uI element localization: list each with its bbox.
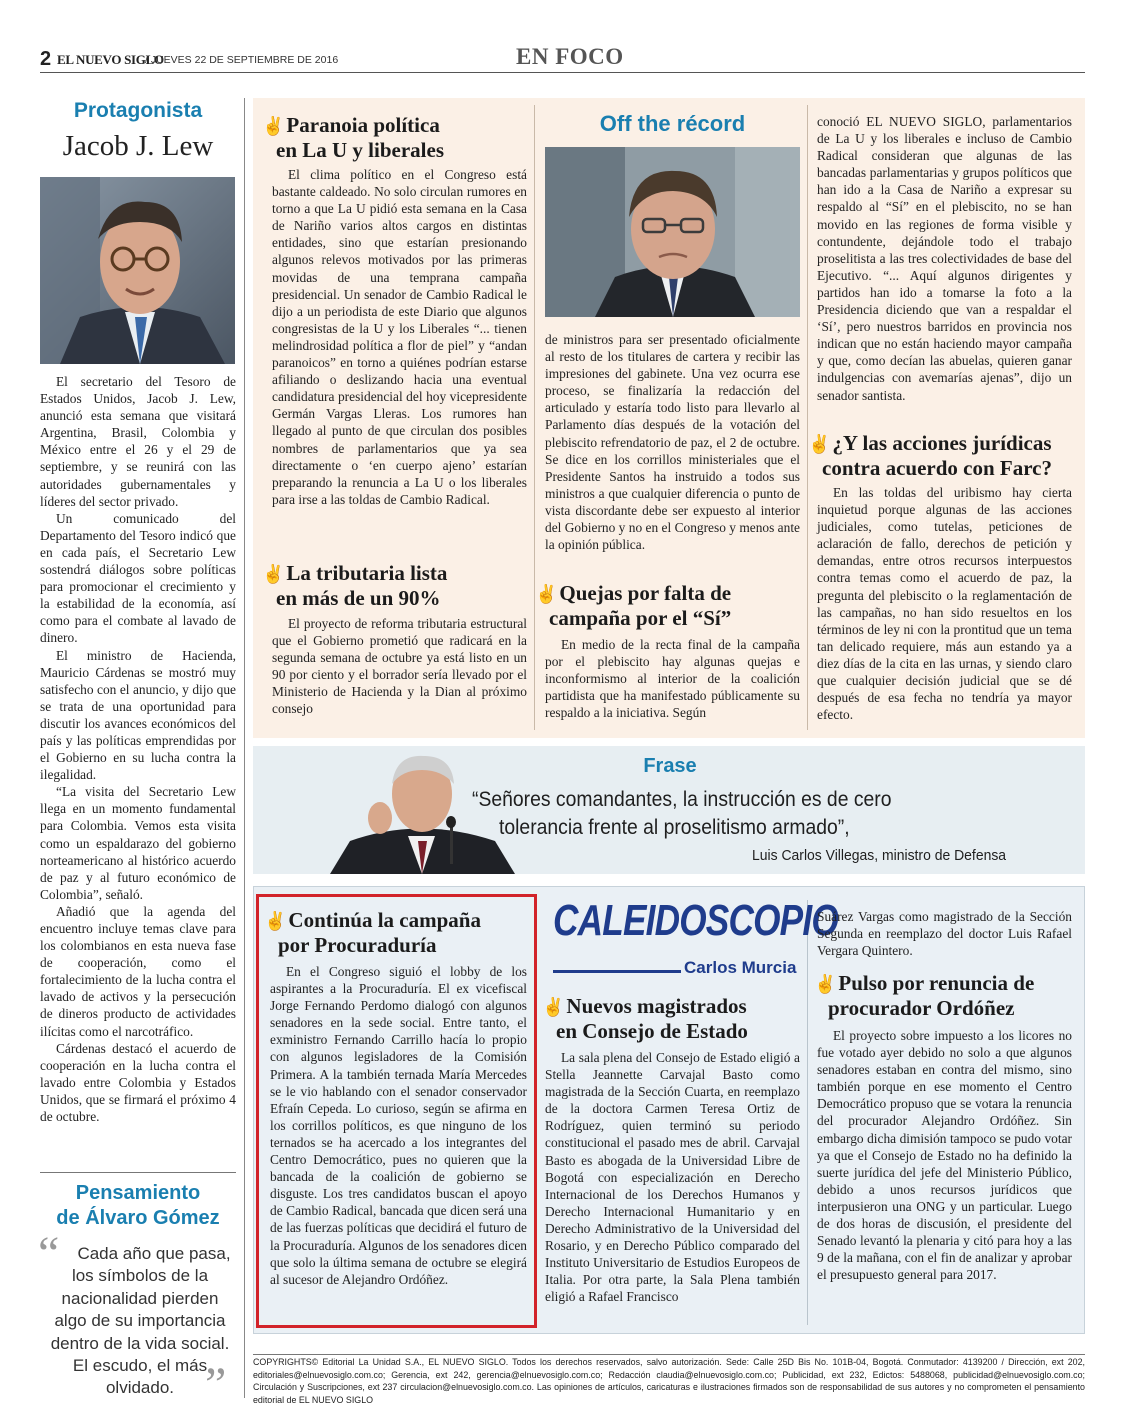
protagonista-paragraph: Un comunicado del Departamento del Tesoro indicó que en cada país, el Secretario Lew sostendrá diálogos sobre políticas para promocionar el crecimiento y la estabilidad de la economía, así como para el combate al lavado de dinero.	[40, 510, 236, 646]
pensamiento-label	[40, 1181, 236, 1231]
portrait-jacob-lew	[40, 177, 235, 364]
photo-illustration	[545, 147, 800, 317]
header-rule	[40, 72, 1085, 73]
frase-author: Luis Carlos Villegas, ministro de Defensa	[752, 847, 1007, 864]
paper-name: EL NUEVO SIGLO	[57, 52, 164, 67]
article-body: En medio de la recta final de la campaña por el plebiscito hay algunas quejas e inconformismo al interior de la coalición partidista que ha manifestado públicamente su respaldo a la iniciativa. Según	[545, 637, 800, 721]
victory-hand-icon: ✌	[535, 584, 558, 604]
frase-quote-line1: “Señores comandantes, la instrucción es de cero	[472, 787, 892, 811]
victory-hand-icon: ✌	[262, 564, 285, 584]
article-continuation: conoció EL NUEVO SIGLO, parlamentarios de La U y los liberales e incluso de Cambio Radical consideran que algunas de las bancadas parlamentarias y grupos políticos que han ido a la Casa de Nariño a expresar su respaldo al “Sí” en el plebiscito, no se han movido en las regiones de forma visible y contundente, dejándole todo el trabajo proselitista a las tres colectividades de base del Ejecutivo. “... Aquí algunos dirigentes y partidos han ido a tomarse la foto a la Presidencia diciendo que van a respaldar el ‘Sí’, pero nuestros barridos en provincia nos indican que no están haciendo mayor campaña y que, como decían las abuelas, quieren ganar indulgencias con avemarías ajenas”, dijo un senador santista.	[817, 114, 1072, 403]
frase-quote-line2: tolerancia frente al proselitismo armado”,	[499, 815, 850, 839]
article-body: El proyecto de reforma tributaria estructural que el Gobierno prometió que radicará en la segunda semana de octubre ya está listo en un 90 por ciento y el borrador sería llevado por el Ministerio de Hacienda y la Dian al próximo consejo	[272, 616, 527, 717]
article-body: En las toldas del uribismo hay cierta inquietud porque algunas de las acciones judiciales, como tutelas, peticiones de aclaración de fallo, derechos de petición y demandas, entre otros recursos interpuestos contra temas como el acuerdo de paz, la pregunta del plebiscito o la reglamentación de las campañas, no han sido resueltos en los términos de ley ni con la prontitud que un tema tan delicado requiere, más aun estando ya a diez días de la cita en las urnas, y siendo claro que cualquier decisión judicial que se dé después de esa fecha no tendría ya mayor efecto.	[817, 485, 1072, 723]
pensamiento-label-line1: Pensamiento	[75, 1182, 201, 1204]
victory-hand-icon: ✌	[262, 116, 285, 136]
victory-hand-icon: ✌	[542, 997, 565, 1017]
caleidoscopio-author: Carlos Murcia	[684, 958, 797, 977]
caleidoscopio-col-divider	[807, 900, 808, 1325]
article-continuation: de ministros para ser presentado oficialmente al resto de los titulares de cartera y recibir las impresiones del gabinete. Una vez ocurra ese proceso, se finalizaría la redacción del articulado y estaría todo listo para llevarlo al Parlamento días después de la votación del plebiscito refrendatorio de paz, el 2 de octubre. Se dice en los corrillos ministeriales que el Presidente Santos ha instruido a todos sus ministros a que cualquier diferencia o punto de vista discordante debe ser expuesto al interior del Gobierno y no en el Congreso y menos ante la opinión pública.	[545, 332, 800, 553]
open-quote-icon: “	[38, 1227, 60, 1280]
pensamiento-quote: Cada año que pasa, los símbolos de la nacionalidad pierden algo de su importancia dentro de la vida social. El escudo, el más olvidado.	[50, 1244, 231, 1398]
article-title: ✌Paranoia política en La U y liberales	[262, 113, 444, 162]
article-title: ✌¿Y las acciones jurídicas contra acuerdo con Farc?	[808, 431, 1052, 480]
protagonista-paragraph: El ministro de Hacienda, Mauricio Cárdenas se mostró muy satisfecho con el anuncio, y dijo que se trata de una oportunidad para discutir los avances económicos del país y las políticas emprendidas por el Gobierno en su lucha contra la ilegalidad.	[40, 647, 236, 783]
article-body: La sala plena del Consejo de Estado eligió a Stella Jeannette Carvajal Basto como magistrada de la Sección Cuarta, en reemplazo de la doctora Carmen Teresa Ortiz de Rodríguez, quien terminó su periodo constitucional el pasado mes de abril. Carvajal Basto es abogada de la Universidad Libre de Bogotá con especialización en Derecho Internacional de los Derechos Humanos y Derecho Internacional Humanitario y en Derecho Administrativo de la Universidad del Rosario, y en Derecho Público comparado del Instituto Universitario de Estudios Europeos de Italia. Por otra parte, la Sala Plena también eligió a Rafael Francisco	[545, 1050, 800, 1305]
footer-rule	[253, 1354, 1085, 1355]
protagonista-paragraph: “La visita del Secretario Lew llega en un momento fundamental para Colombia. Vemos esta visita como un espaldarazo del gobierno norteamericano al histórico acuerdo de paz y al futuro económico de Colombia”, señaló.	[40, 784, 236, 902]
issue-date: / JUEVES 22 DE SEPTIEMBRE DE 2016	[145, 54, 339, 66]
page-number: 2	[40, 48, 52, 70]
protagonista-name: Jacob J. Lew	[62, 130, 214, 162]
protagonista-paragraph: Añadió que la agenda del encuentro incluye temas clave para los colombianos en esta nueva fase de cooperación, como el fortalecimiento de la lucha contra el lavado de activos y la persecución de dineros producto de actividades ilícitas como el narcotráfico.	[40, 903, 236, 1039]
article-title: ✌Quejas por falta de campaña por el “Sí”	[535, 581, 732, 630]
frase-label: Frase	[643, 755, 697, 777]
protagonista-paragraph: El secretario del Tesoro de Estados Unidos, Jacob J. Lew, anunció esta semana que visitará Argentina, Brasil, Colombia y México entre el 26 y el 29 de septiembre, y se reunirá con las autoridades gubernamentales y líderes del sector privado.	[40, 374, 236, 509]
article-title: ✌Continúa la campaña por Procuraduría	[264, 908, 481, 957]
protagonista-paragraph: Cárdenas destacó el acuerdo de cooperación en la lucha contra el lavado entre Colombia y Estados Unidos, que se firmará el próximo 4 de octubre.	[40, 1040, 236, 1125]
article-continuation: Suárez Vargas como magistrado de la Sección Segunda en reemplazo del doctor Luis Rafael Vergara Quintero.	[817, 909, 1072, 959]
victory-hand-icon: ✌	[814, 974, 837, 994]
pensamiento-label-line2: de Álvaro Gómez	[56, 1207, 220, 1229]
caleidoscopio-title: CALEIDOSCOPIO	[553, 896, 838, 945]
victory-hand-icon: ✌	[264, 911, 287, 931]
article-title: ✌Nuevos magistrados en Consejo de Estado	[542, 994, 748, 1043]
portrait-illustration	[40, 177, 235, 364]
section-title: EN FOCO	[516, 44, 624, 69]
protagonista-label: Protagonista	[73, 99, 203, 122]
footer-copyright: COPYRIGHTS© Editorial La Unidad S.A., EL NUEVO SIGLO. Todos los derechos reservados, salvo autorización. Sede: Calle 25D Bis No. 101B-04, Bogotá. Conmutador: 4139200 / Dirección, ext 202, editoriales@elnuevosiglo.com.co; Gerencia, ext 242, gerencia@elnuevosiglo.com.co; Redacción claudia@elnuevosiglo.com.co; Publicidad, ext 232, Edictos: 5488068, publicidad@elnuevosiglo.com.co; Circulación y Suscripciones, ext 237 circulacion@elnuevosiglo.com.co. Las opiniones de artículos, caricaturas e ilustraciones firmados son de responsabilidad de sus autores y no comprometen el pensamiento editorial de EL NUEVO SIGLO	[253, 1357, 1085, 1405]
left-column-rule	[40, 1172, 236, 1173]
protagonista-body	[40, 373, 236, 1125]
article-body: El clima político en el Congreso está bastante caldeado. No solo circulan rumores en torno a que La U pidió esta semana en la Casa de Nariño varios altos cargos en distintas entidades, sino que estarían presionando algunos relevos motivados por las primeras movidas de una temprana campaña presidencial. Un senador de Cambio Radical le dijo a un periodista de este Diario que algunos congresistas de la U y los Liberales “... tienen melindrosidad política a flor de piel” y “andan paranoicos” en torno a quiénes podrían estarse afiliando o deslizando hacia una eventual candidatura presidencial del hoy vicepresidente Germán Vargas Lleras. Los rumores han llegado al punto de que circulan dos posibles nombres de parlamentarios que ya sea directamente o ‘en cuerpo ajeno’ estarían preparando la renuncia a La U o los liberales para irse a las toldas de Cambio Radical.	[272, 167, 527, 507]
article-title: ✌La tributaria lista en más de un 90%	[262, 561, 448, 610]
close-quote-icon: ”	[205, 1358, 227, 1411]
victory-hand-icon: ✌	[808, 434, 831, 454]
off-record-col-divider-1	[534, 105, 535, 730]
frase-quote	[472, 785, 1012, 841]
off-record-col-divider-2	[807, 105, 808, 730]
article-body: El proyecto sobre impuesto a los licores no fue votado ayer debido no solo a que algunos senadores estaban en contra del mismo, sino también porque en ese momento el Centro Democrático propuso que se votara la renuncia del procurador Alejandro Ordóñez. Sin embargo dicha dimisión tampoco se pudo votar ya que el Consejo de Estado no ha definido la suerte jurídica del jefe del Ministerio Público, debido a unos recursos jurídicos que interpusieron una ONG y un particular. Luego de dos horas de discusión, el presidente del Senado levantó la plenaria y citó para hoy a las 9 de la mañana, con el fin de analizar y aprobar el presupuesto general para 2017.	[817, 1028, 1072, 1283]
article-body: En el Congreso siguió el lobby de los aspirantes a la Procuraduría. El ex vicefiscal Jorge Fernando Perdomo dialogó con algunos senadores en la sede social. Entre tanto, el exministro Fernando Carrillo hacía lo propio con algunos legisladores de la Comisión Primera. A la también ternada María Mercedes se le vio hablando con el senador conservador Efraín Cepeda. Lo curioso, según se afirma en los corrillos políticos, es que ninguno de los ternados se ha acercado a los integrantes del Centro Democrático, pues no quieren que la bancada de la coalición de gobierno se disguste. Los tres candidatos buscan el apoyo de Cambio Radical, bancada que dicen será una de las fuerzas políticas que decidirá el futuro de la Procuraduría. Algunos de los senadores dicen que solo la última semana de octubre se elegirá al sucesor de Alejandro Ordóñez.	[270, 964, 527, 1287]
article-title: ✌Pulso por renuncia de procurador Ordóñez	[814, 971, 1035, 1020]
off-record-label: Off the récord	[599, 111, 746, 136]
left-column-divider	[244, 98, 245, 1398]
caleidoscopio-rule	[553, 970, 681, 973]
photo-mauricio-cardenas	[545, 147, 800, 317]
